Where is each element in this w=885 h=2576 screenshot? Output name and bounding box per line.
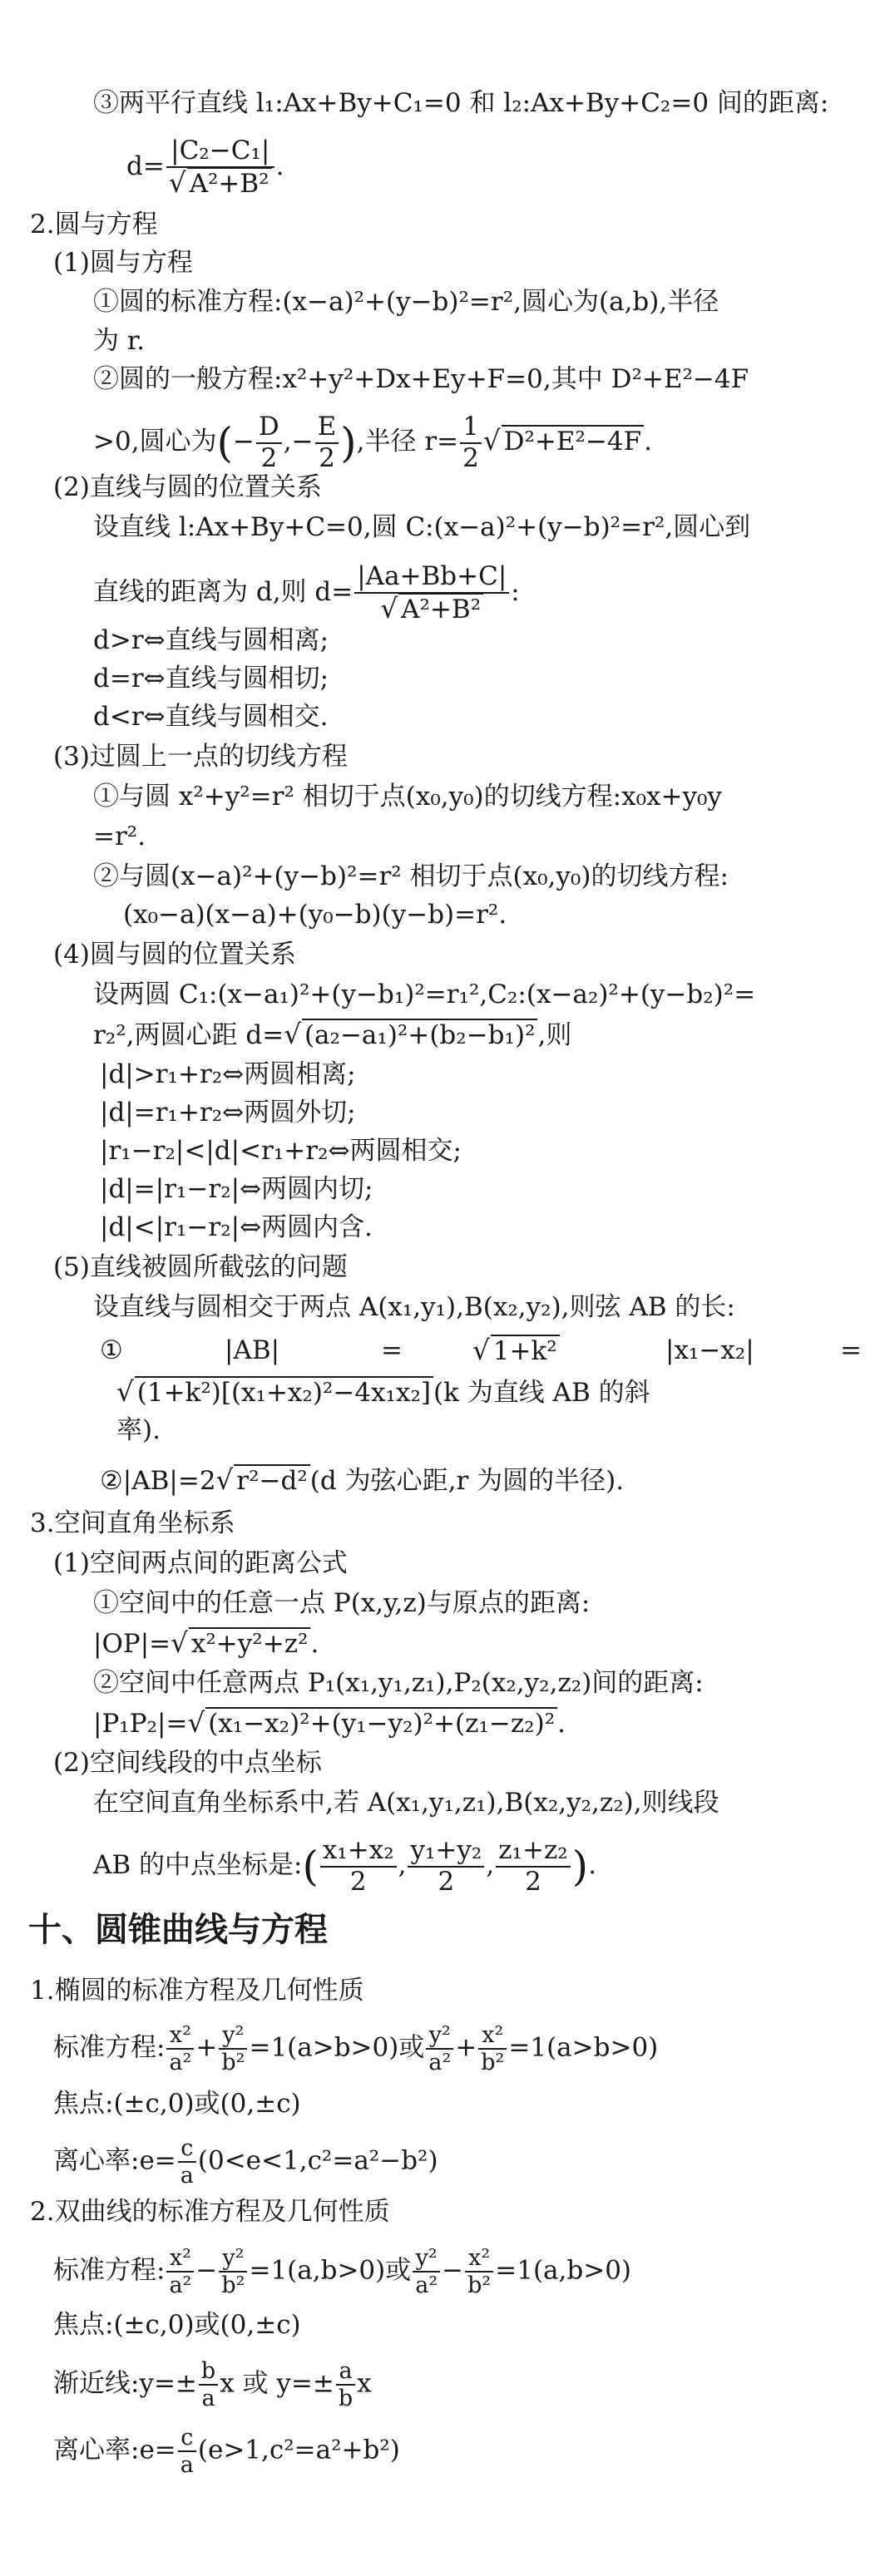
midpoint-formula: AB 的中点坐标是:( $\frac{\text{x₁+x₂}}{2}$ , $\frac{\text{y₁+y₂}}{2}$ , $\frac{\text{z₁+z₂}}{2}$ ). bbox=[93, 1835, 596, 1897]
text-line: (x₀−a)(x−a)+(y₀−b)(y−b)=r². bbox=[123, 900, 507, 930]
chapter-heading-conic-sections: 十、圆锥曲线与方程 bbox=[28, 1911, 328, 1949]
hyperbola-foci: 焦点:(±c,0)或(0,±c) bbox=[53, 2310, 301, 2340]
text-line: ①圆的标准方程:(x−a)²+(y−b)²=r²,圆心为(a,b),半径 bbox=[93, 287, 719, 317]
text-line: ②与圆(x−a)²+(y−b)²=r² 相切于点(x₀,y₀)的切线方程: bbox=[93, 861, 729, 891]
ellipse-foci: 焦点:(±c,0)或(0,±c) bbox=[53, 2089, 301, 2119]
text-line: |d|=r₁+r₂⇔两圆外切; bbox=[100, 1098, 356, 1128]
origin-distance-formula: |OP|=√ x²+y²+z². bbox=[93, 1626, 319, 1661]
section-heading-space-coordinates: 3.空间直角坐标系 bbox=[30, 1508, 235, 1538]
text-line: d>r⇔直线与圆相离; bbox=[93, 625, 329, 655]
chord-length-formula-1: ① |AB| = √ 1+k² |x₁−x₂| = bbox=[100, 1334, 873, 1367]
distance-fraction: |C₂−C₁| √ A²+B² bbox=[166, 136, 274, 199]
text-line: d=r⇔直线与圆相切; bbox=[93, 664, 329, 693]
hyperbola-standard-equation: 标准方程: $\frac{\text{x²}}{\text{a²}}$ − $\frac{\text{y²}}{\text{b²}}$ =1(a,b>0)或 $\frac{\text{y²}}{\text{a²}}$ − $\frac{\text{x²}}{\text{b²}}$ =1(a,b>0) bbox=[53, 2245, 632, 2299]
subsection-heading: (2)空间线段的中点坐标 bbox=[53, 1748, 322, 1778]
text-line: |d|=|r₁−r₂|⇔两圆内切; bbox=[100, 1174, 373, 1204]
text-line: |d|<|r₁−r₂|⇔两圆内含. bbox=[100, 1212, 373, 1242]
text-line: 为 r. bbox=[93, 326, 146, 356]
line-circle-distance-formula: 直线的距离为 d,则 d= |Aa+Bb+C| √ A²+B² : bbox=[93, 562, 520, 624]
hyperbola-eccentricity: 离心率:e= $\frac{c}{a}$ (e>1,c²=a²+b²) bbox=[53, 2425, 400, 2479]
text-line: =r². bbox=[93, 822, 146, 851]
text-line: 设两圆 C₁:(x−a₁)²+(y−b₁)²=r₁²,C₂:(x−a₂)²+(y−b₂)²= bbox=[93, 980, 756, 1009]
hyperbola-asymptotes: 渐近线:y=± $\frac{b}{a}$ x 或 y=± $\frac{a}{b}$ x bbox=[53, 2358, 372, 2412]
subsection-heading: (1)圆与方程 bbox=[53, 248, 193, 278]
chord-length-formula-3: ②|AB|=2√ r²−d²(d 为弦心距,r 为圆的半径). bbox=[100, 1463, 624, 1498]
text-line: d<r⇔直线与圆相交. bbox=[93, 702, 329, 732]
two-point-distance-formula: |P₁P₂|=√ (x₁−x₂)²+(y₁−y₂)²+(z₁−z₂)². bbox=[93, 1706, 566, 1740]
general-equation-center-radius: >0,圆心为(− $\frac{D}{2}$ ,− $\frac{E}{2}$ ),半径 r= $\frac{1}{2}$ √ D²+E²−4F. bbox=[93, 412, 652, 473]
text-line: ②圆的一般方程:x²+y²+Dx+Ey+F=0,其中 D²+E²−4F bbox=[93, 364, 749, 394]
section-heading-hyperbola: 2.双曲线的标准方程及几何性质 bbox=[30, 2197, 390, 2227]
section-heading-ellipse: 1.椭圆的标准方程及几何性质 bbox=[30, 1976, 364, 2006]
parallel-lines-distance-text: ③两平行直线 l₁:Ax+By+C₁=0 和 l₂:Ax+By+C₂=0 间的距离: bbox=[93, 88, 829, 118]
subsection-heading: (2)直线与圆的位置关系 bbox=[53, 472, 322, 502]
text-line: ②空间中任意两点 P₁(x₁,y₁,z₁),P₂(x₂,y₂,z₂)间的距离: bbox=[93, 1668, 704, 1698]
text-line: 设直线 l:Ax+By+C=0,圆 C:(x−a)²+(y−b)²=r²,圆心到 bbox=[93, 512, 751, 542]
text-line: ①与圆 x²+y²=r² 相切于点(x₀,y₀)的切线方程:x₀x+y₀y bbox=[93, 782, 722, 812]
subsection-heading: (5)直线被圆所截弦的问题 bbox=[53, 1252, 348, 1282]
chord-length-formula-2: √ (1+k²)[(x₁+x₂)²−4x₁x₂](k 为直线 AB 的斜 bbox=[116, 1375, 650, 1409]
text-line: 设直线与圆相交于两点 A(x₁,y₁),B(x₂,y₂),则弦 AB 的长: bbox=[93, 1292, 735, 1322]
two-circle-center-distance: r₂²,两圆心距 d=√ (a₂−a₁)²+(b₂−b₁)²,则 bbox=[93, 1018, 571, 1052]
subsection-heading: (1)空间两点间的距离公式 bbox=[53, 1548, 348, 1578]
text-line: 率). bbox=[116, 1415, 161, 1445]
text-line: |r₁−r₂|<|d|<r₁+r₂⇔两圆相交; bbox=[100, 1136, 462, 1166]
ellipse-standard-equation: 标准方程: $\frac{\text{x²}}{\text{a²}}$ + $\frac{\text{y²}}{\text{b²}}$ =1(a>b>0)或 $\frac{\text{y²}}{\text{a²}}$ + $\frac{\text{x²}}{\text{b²}}$ =1(a>b>0) bbox=[53, 2022, 659, 2076]
text-line: 在空间直角坐标系中,若 A(x₁,y₁,z₁),B(x₂,y₂,z₂),则线段 bbox=[93, 1788, 719, 1818]
parallel-lines-distance-formula: d= |C₂−C₁| √ A²+B² . bbox=[126, 136, 284, 199]
subsection-heading: (3)过圆上一点的切线方程 bbox=[53, 742, 348, 772]
section-heading-circle-equation: 2.圆与方程 bbox=[30, 210, 158, 239]
text-line: |d|>r₁+r₂⇔两圆相离; bbox=[100, 1059, 356, 1089]
subsection-heading: (4)圆与圆的位置关系 bbox=[53, 940, 296, 970]
ellipse-eccentricity: 离心率:e= $\frac{c}{a}$ (0<e<1,c²=a²−b²) bbox=[53, 2135, 438, 2189]
text-line: ①空间中的任意一点 P(x,y,z)与原点的距离: bbox=[93, 1588, 591, 1618]
